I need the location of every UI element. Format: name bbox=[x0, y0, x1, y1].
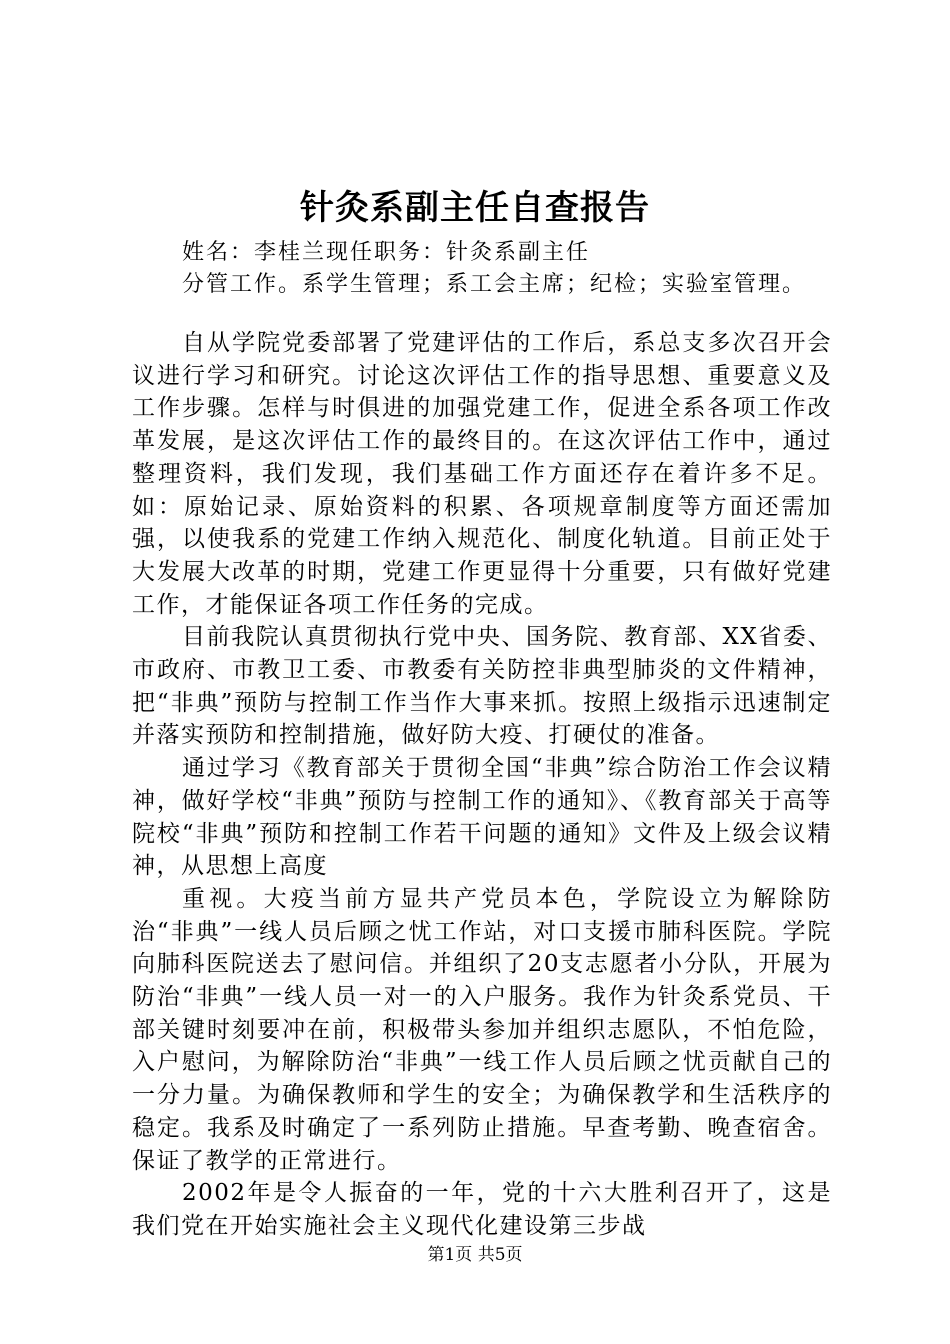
paragraph: 通过学习《教育部关于贯彻全国“非典”综合防治工作会议精神，做好学校“非典”预防与控制工作的通知》、《教育部关于高等院校“非典”预防和控制工作若干问题的通知》文件及上级会议精神，从思想上高度 bbox=[132, 755, 832, 880]
meta-name-position: 姓名：李桂兰现任职务：针灸系副主任 bbox=[182, 240, 591, 265]
paragraph: 目前我院认真贯彻执行党中央、国务院、教育部、XX省委、市政府、市教卫工委、市教委有关防控非典型肺炎的文件精神，把“非典”预防与控制工作当作大事来抓。按照上级指示迅速制定并落实预防和控制措施，做好防大疫、打硬仗的准备。 bbox=[132, 624, 832, 749]
paragraph: 自从学院党委部署了党建评估的工作后，系总支多次召开会议进行学习和研究。讨论这次评估工作的指导思想、重要意义及工作步骤。怎样与时俱进的加强党建工作，促进全系各项工作改革发展，是这次评估工作的最终目的。在这次评估工作中，通过整理资料，我们发现，我们基础工作方面还存在着许多不足。如：原始记录、原始资料的积累、各项规章制度等方面还需加强，以使我系的党建工作纳入规范化、制度化轨道。目前正处于大发展大改革的时期，党建工作更显得十分重要，只有做好党建工作，才能保证各项工作任务的完成。 bbox=[132, 330, 832, 618]
paragraph: 重视。大疫当前方显共产党员本色，学院设立为解除防治“非典”一线人员后顾之忧工作站，对口支援市肺科医院。学院向肺科医院送去了慰问信。并组织了20支志愿者小分队，开展为防治“非典”一线人员一对一的入户服务。我作为针灸系党员、干部关键时刻要冲在前，积极带头参加并组织志愿队，不怕危险，入户慰问，为解除防治“非典”一线工作人员后顾之忧贡献自己的一分力量。为确保教师和学生的安全；为确保教学和生活秩序的稳定。我系及时确定了一系列防止措施。早查考勤、晚查宿舍。保证了教学的正常进行。 bbox=[132, 885, 832, 1174]
meta-responsibilities: 分管工作。系学生管理；系工会主席；纪检；实验室管理。 bbox=[182, 272, 807, 297]
paragraph: 2002年是令人振奋的一年，党的十六大胜利召开了，这是我们党在开始实施社会主义现代化建设第三步战 bbox=[132, 1180, 832, 1239]
document-body bbox=[132, 327, 832, 1243]
document-title: 针灸系副主任自查报告 bbox=[300, 188, 650, 228]
page-footer: 第1页 共5页 bbox=[427, 1245, 523, 1265]
